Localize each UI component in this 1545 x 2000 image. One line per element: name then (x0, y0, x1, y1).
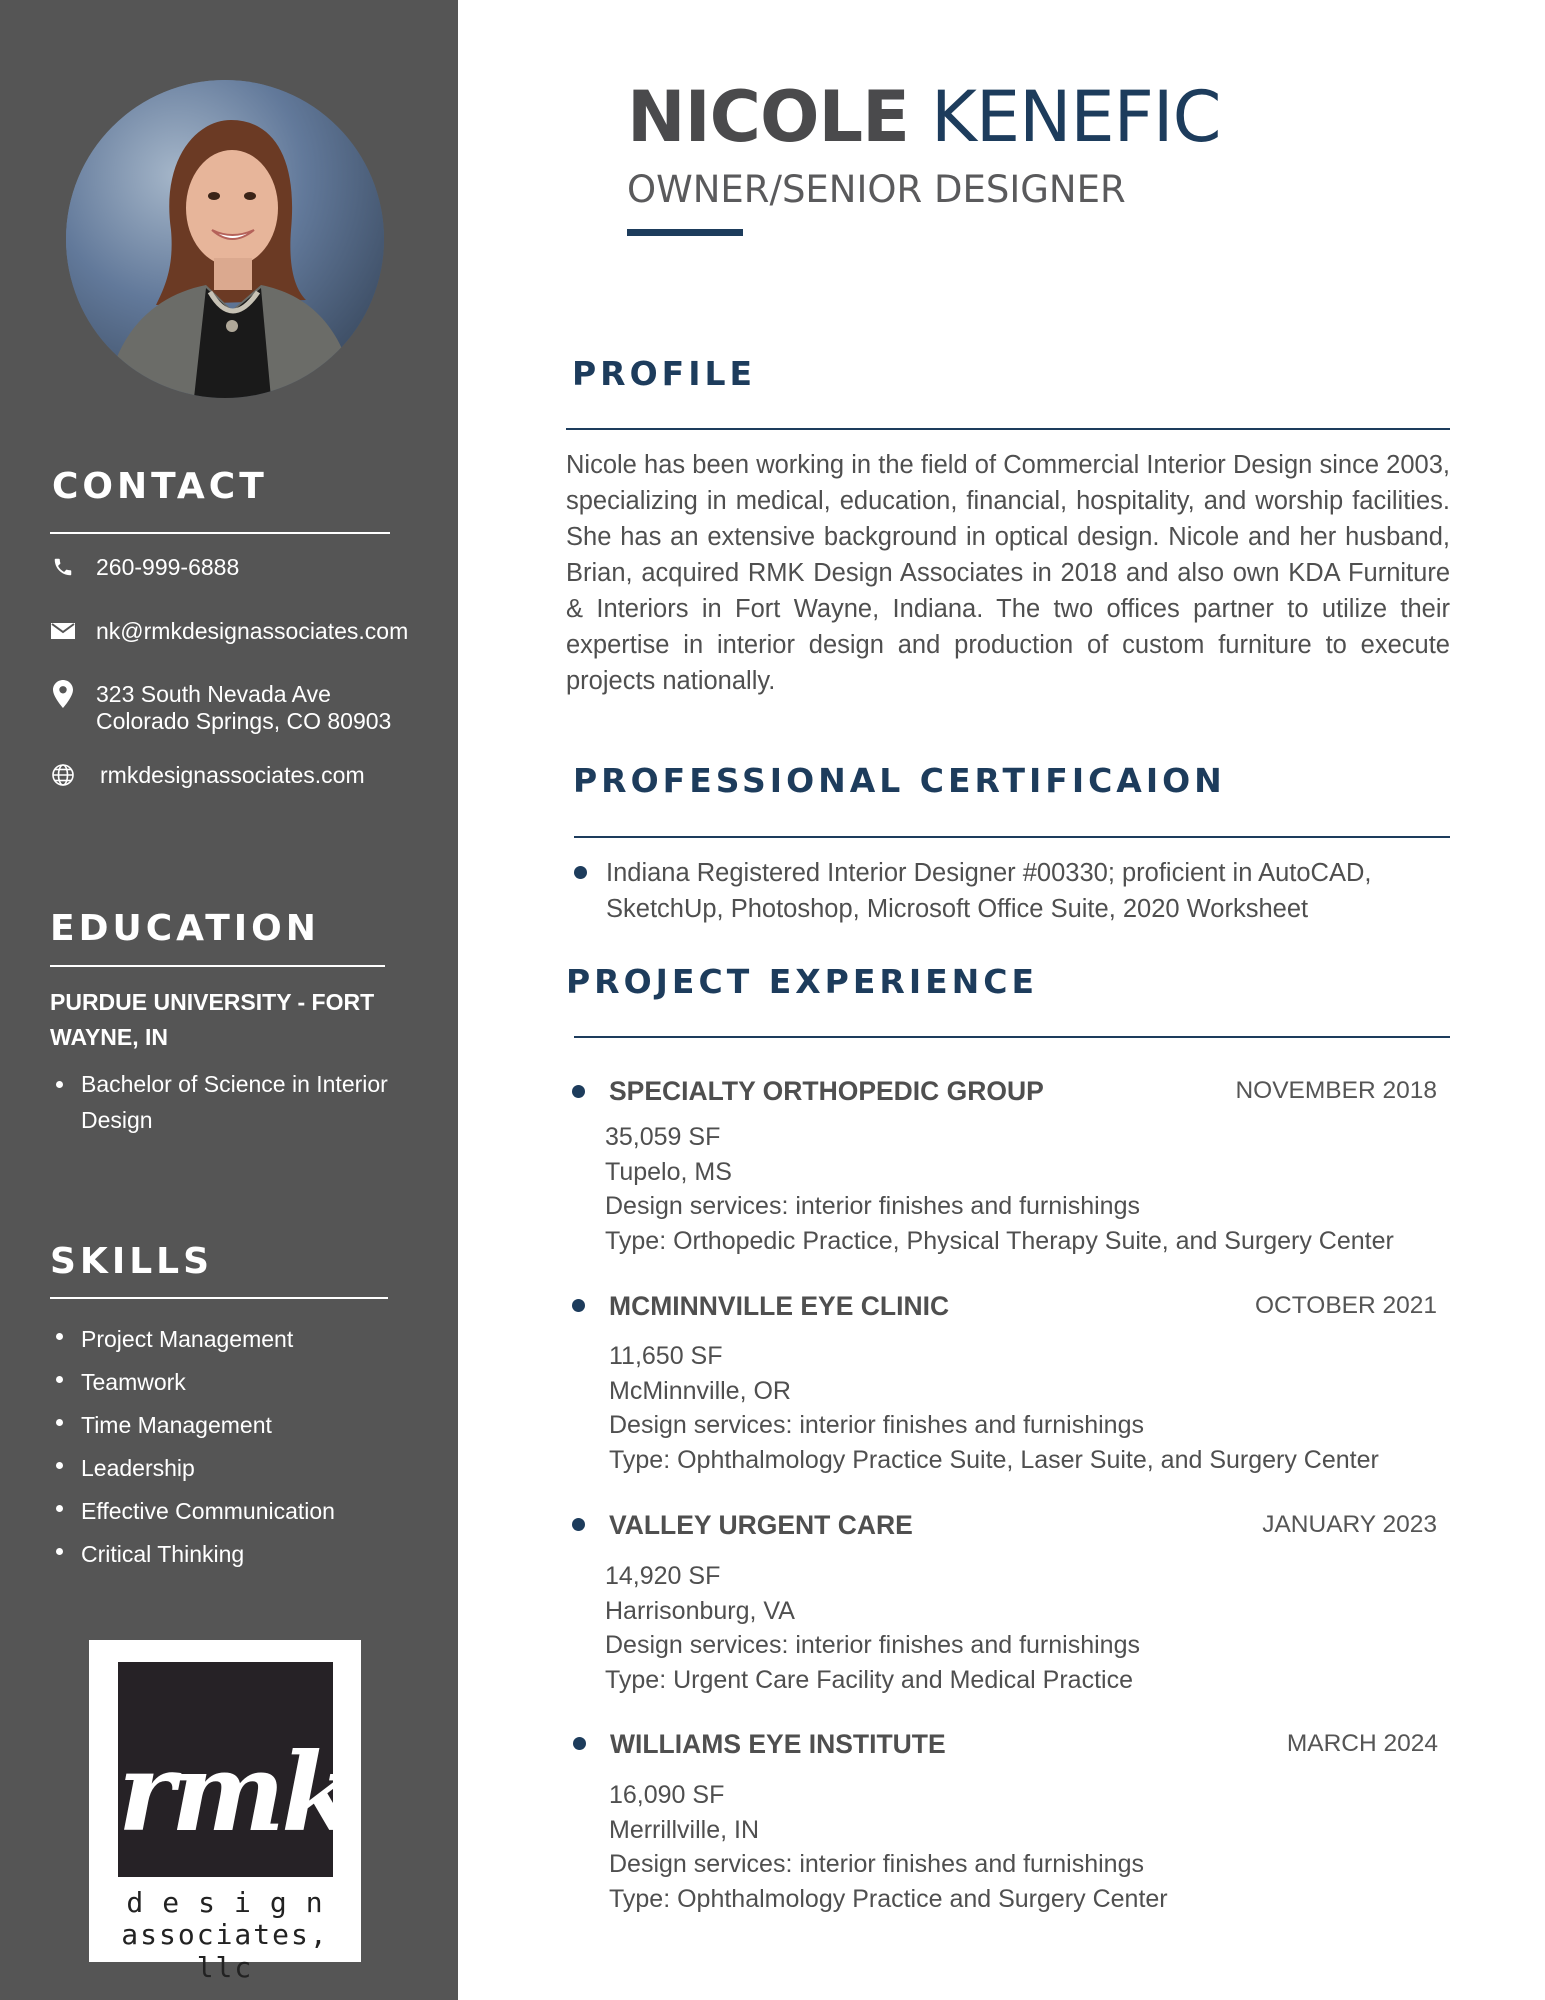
project-services: Design services: interior finishes and furnishings (609, 1411, 1144, 1439)
logo-mark: rmk (118, 1730, 353, 1856)
project-name: VALLEY URGENT CARE (609, 1510, 913, 1540)
skills-heading: SKILLS (50, 1241, 214, 1282)
project-date: OCTOBER 2021 (1254, 1292, 1437, 1319)
education-degree-list (50, 1066, 410, 1138)
skill-item: Effective Communication (50, 1490, 335, 1533)
project-details (609, 1339, 1379, 1477)
project-services: Design services: interior finishes and furnishings (609, 1850, 1144, 1878)
full-name (627, 72, 1220, 162)
experience-heading: PROJECT EXPERIENCE (566, 962, 1039, 1001)
logo-mark-box (118, 1662, 353, 1877)
project-type: Type: Ophthalmology Practice Suite, Laser Suite, and Surgery Center (609, 1445, 1379, 1474)
experience-divider (574, 1036, 1450, 1038)
skill-item: Teamwork (50, 1361, 335, 1404)
project-services: Design services: interior finishes and furnishings (605, 1631, 1140, 1659)
skill-item: Leadership (50, 1447, 335, 1490)
skill-item: Critical Thinking (50, 1533, 335, 1576)
address-line1: 323 South Nevada Ave (96, 681, 331, 707)
first-name: NICOLE (627, 76, 909, 158)
project-location: McMinnville, OR (609, 1376, 791, 1405)
sidebar (0, 0, 458, 2000)
project-name: SPECIALTY ORTHOPEDIC GROUP (609, 1076, 1044, 1106)
logo-design-text: design (126, 1886, 342, 1919)
email-link[interactable]: nk@rmkdesignassociates.com (96, 618, 409, 644)
website-link[interactable]: rmkdesignassociates.com (100, 762, 365, 788)
contact-divider (50, 532, 390, 534)
project-services: Design services: interior finishes and furnishings (605, 1192, 1140, 1220)
contact-website (50, 762, 365, 789)
title-accent-bar (627, 229, 743, 236)
job-title: OWNER/SENIOR DESIGNER (627, 168, 1126, 211)
education-heading: EDUCATION (50, 908, 320, 949)
project-size: 35,059 SF (605, 1123, 721, 1151)
project-type: Type: Ophthalmology Practice and Surgery Center (609, 1884, 1168, 1913)
project-bullet (573, 1737, 586, 1750)
project-date: NOVEMBER 2018 (1235, 1077, 1437, 1104)
mail-icon (50, 618, 76, 644)
contact-heading: CONTACT (52, 466, 268, 507)
location-pin-icon (50, 681, 76, 707)
phone-icon (50, 554, 76, 580)
project-location: Tupelo, MS (605, 1157, 732, 1186)
project-bullet (572, 1518, 585, 1531)
project-size: 11,650 SF (609, 1342, 723, 1370)
project-name: WILLIAMS EYE INSTITUTE (610, 1729, 946, 1759)
skills-list (50, 1318, 335, 1576)
address-block (96, 681, 391, 735)
project-type: Type: Orthopedic Practice, Physical Therapy Suite, and Surgery Center (605, 1226, 1394, 1255)
certification-divider (574, 836, 1450, 838)
education-school: PURDUE UNIVERSITY - FORT WAYNE, IN (50, 989, 375, 1050)
project-location: Harrisonburg, VA (605, 1596, 795, 1625)
project-details (605, 1120, 1394, 1258)
profile-photo-illustration (66, 80, 384, 398)
education-degree: Bachelor of Science in Interior Design (50, 1066, 410, 1138)
education-divider (50, 965, 385, 967)
contact-address (50, 681, 391, 735)
logo-associates-text: associates, llc (121, 1918, 329, 1984)
contact-phone (50, 554, 239, 581)
skills-divider (50, 1297, 388, 1299)
last-name: KENEFIC (930, 76, 1221, 158)
profile-text: Nicole has been working in the field of Commercial Interior Design since 2003, specializing in medical, education, financial, hospitality, and worship facilities. She has an extensive background in optical design. Nicole and her husband, Brian, acquired RMK Design Associates in 2018 and also own KDA Furniture & Interiors in Fort Wayne, Indiana. The two offices partner to utilize their expertise in interior design and production of custom furniture to execute projects nationally. (566, 451, 1450, 695)
project-date: MARCH 2024 (1286, 1730, 1438, 1757)
phone-number[interactable]: 260-999-6888 (96, 554, 240, 580)
address-line2: Colorado Springs, CO 80903 (96, 708, 392, 734)
certification-item: Indiana Registered Interior Designer #00330; proficient in AutoCAD, SketchUp, Photoshop, Microsoft Office Suite, 2020 Worksheet (606, 859, 1372, 923)
project-bullet (572, 1085, 585, 1098)
skill-item: Time Management (50, 1404, 335, 1447)
project-type: Type: Urgent Care Facility and Medical Practice (605, 1665, 1133, 1694)
profile-divider (566, 428, 1450, 430)
profile-heading: PROFILE (572, 354, 757, 393)
project-details (605, 1559, 1140, 1697)
project-name: MCMINNVILLE EYE CLINIC (609, 1291, 950, 1321)
project-location: Merrillville, IN (609, 1815, 759, 1844)
globe-icon (50, 762, 76, 788)
project-date: JANUARY 2023 (1262, 1511, 1437, 1538)
certification-bullet (574, 866, 587, 879)
project-bullet (572, 1299, 585, 1312)
project-size: 14,920 SF (605, 1562, 721, 1590)
company-logo (89, 1640, 361, 1984)
project-details (609, 1778, 1168, 1916)
contact-email (50, 618, 408, 645)
skill-item: Project Management (50, 1318, 335, 1361)
certification-heading: PROFESSIONAL CERTIFICAION (573, 761, 1226, 800)
profile-photo (66, 80, 384, 398)
project-size: 16,090 SF (609, 1781, 725, 1809)
